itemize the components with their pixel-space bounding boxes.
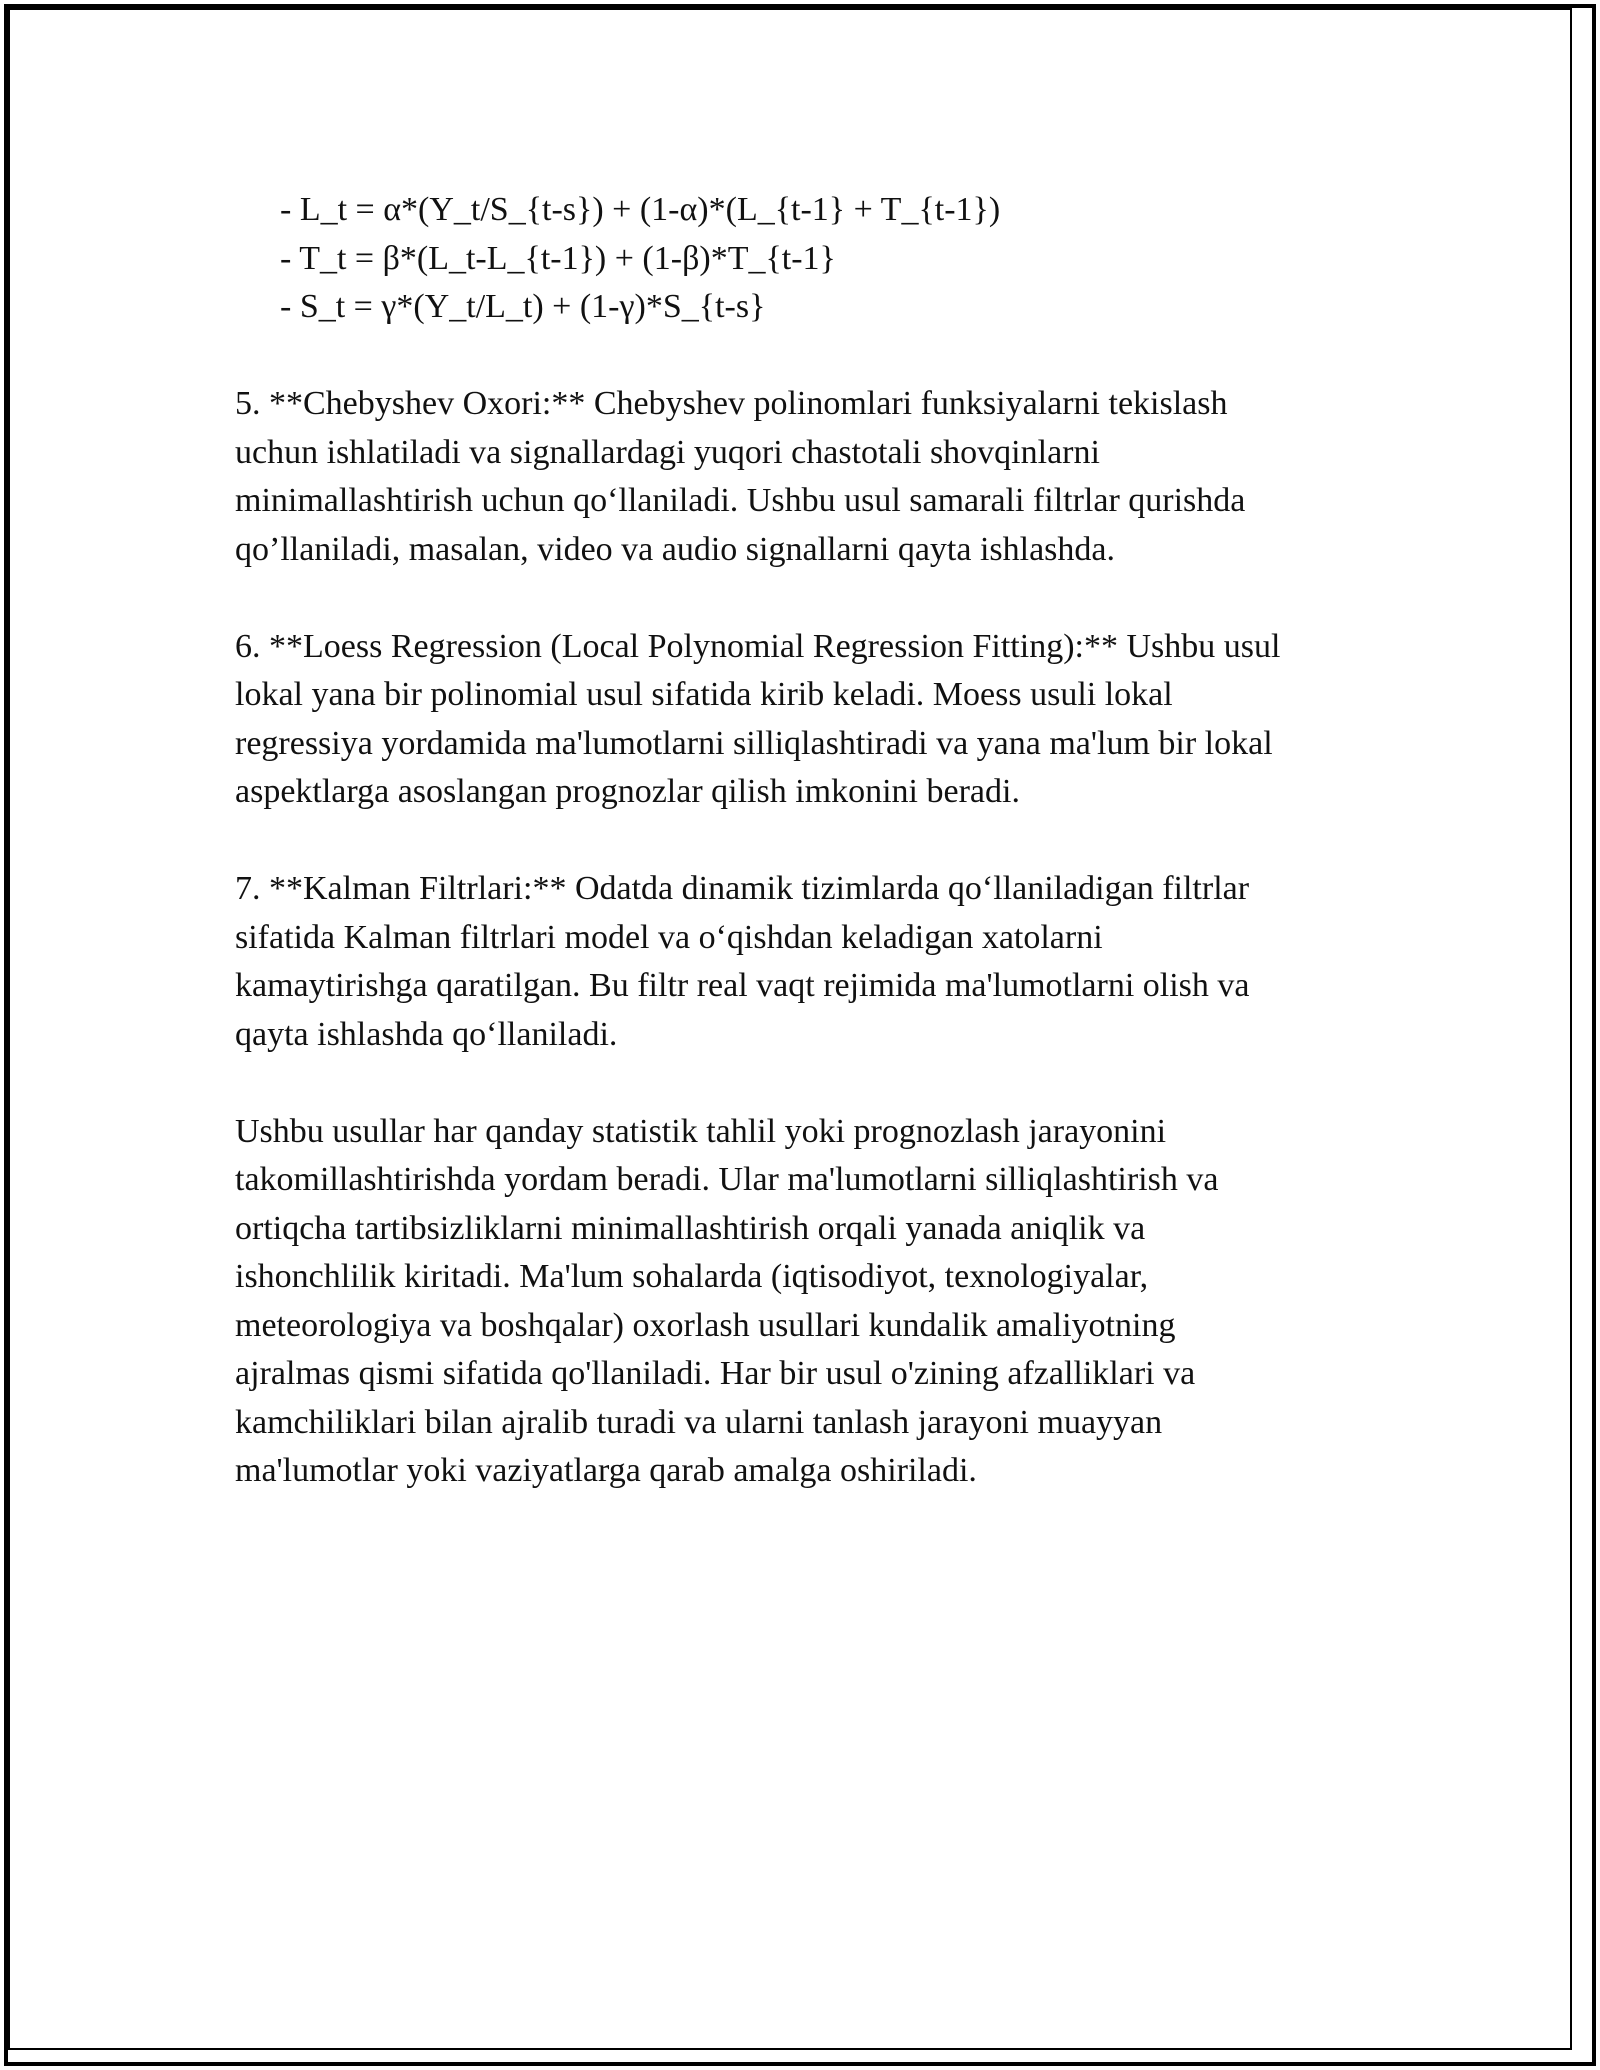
- document-body: [235, 186, 1395, 1496]
- formula-season: - S_t = γ*(Y_t/L_t) + (1-γ)*S_{t-s}: [280, 288, 766, 325]
- text-line: qayta ishlashda qo‘llaniladi.: [235, 1015, 618, 1053]
- text-line: regressiya yordamida ma'lumotlarni silliqlashtiradi va yana ma'lum bir lokal: [235, 724, 1273, 762]
- text-line: 7. **Kalman Filtrlari:** Odatda dinamik tizimlarda qo‘llaniladigan filtrlar: [235, 870, 1250, 907]
- text-line: ma'lumotlar yoki vaziyatlarga qarab amalga oshiriladi.: [235, 1452, 977, 1489]
- text-line: minimallashtirish uchun qo‘llaniladi. Ushbu usul samarali filtrlar qurishda: [235, 482, 1246, 519]
- text-line: ortiqcha tartibsizliklarni minimallashtirish orqali yanada aniqlik va: [235, 1209, 1146, 1247]
- paragraph-spacer: [235, 817, 1395, 866]
- text-line: kamaytirishga qaratilgan. Bu filtr real vaqt rejimida ma'lumotlarni olish va: [235, 967, 1250, 1004]
- text-line: ishonchlilik kiritadi. Ma'lum sohalarda (iqtisodiyot, texnologiyalar,: [235, 1258, 1149, 1295]
- formula-level: - L_t = α*(Y_t/S_{t-s}) + (1-α)*(L_{t-1} + T_{t-1}): [280, 191, 1001, 228]
- paragraph-spacer: [235, 1059, 1395, 1108]
- text-line: lokal yana bir polinomial usul sifatida kirib keladi. Moess usuli lokal: [235, 676, 1173, 713]
- text-line: 5. **Chebyshev Oxori:** Chebyshev polinomlari funksiyalarni tekislash: [235, 385, 1228, 422]
- paragraph-loess: [235, 623, 1395, 817]
- text-line: 6. **Loess Regression (Local Polynomial Regression Fitting):** Ushbu usul: [235, 627, 1281, 665]
- text-line: aspektlarga asoslangan prognozlar qilish imkonini beradi.: [235, 773, 1020, 810]
- formula-block: [235, 186, 1395, 332]
- text-line: ajralmas qismi sifatida qo'llaniladi. Har bir usul o'zining afzalliklari va: [235, 1355, 1196, 1392]
- text-line: sifatida Kalman filtrlari model va o‘qishdan keladigan xatolarni: [235, 918, 1103, 956]
- text-line: takomillashtirishda yordam beradi. Ular ma'lumotlarni silliqlashtirish va: [235, 1161, 1219, 1198]
- text-line: meteorologiya va boshqalar) oxorlash usullari kundalik amaliyotning: [235, 1306, 1176, 1344]
- paragraph-spacer: [235, 574, 1395, 623]
- paragraph-kalman: [235, 865, 1395, 1059]
- formula-trend: - T_t = β*(L_t-L_{t-1}) + (1-β)*T_{t-1}: [280, 239, 836, 277]
- text-line: Ushbu usullar har qanday statistik tahlil yoki prognozlash jarayonini: [235, 1112, 1167, 1150]
- text-line: qo’llaniladi, masalan, video va audio signallarni qayta ishlashda.: [235, 530, 1115, 568]
- text-line: kamchiliklari bilan ajralib turadi va ularni tanlash jarayoni muayyan: [235, 1403, 1163, 1441]
- paragraph-spacer: [235, 332, 1395, 381]
- paragraph-conclusion: [235, 1108, 1395, 1496]
- paragraph-chebyshev: [235, 380, 1395, 574]
- text-line: uchun ishlatiladi va signallardagi yuqori chastotali shovqinlarni: [235, 433, 1100, 471]
